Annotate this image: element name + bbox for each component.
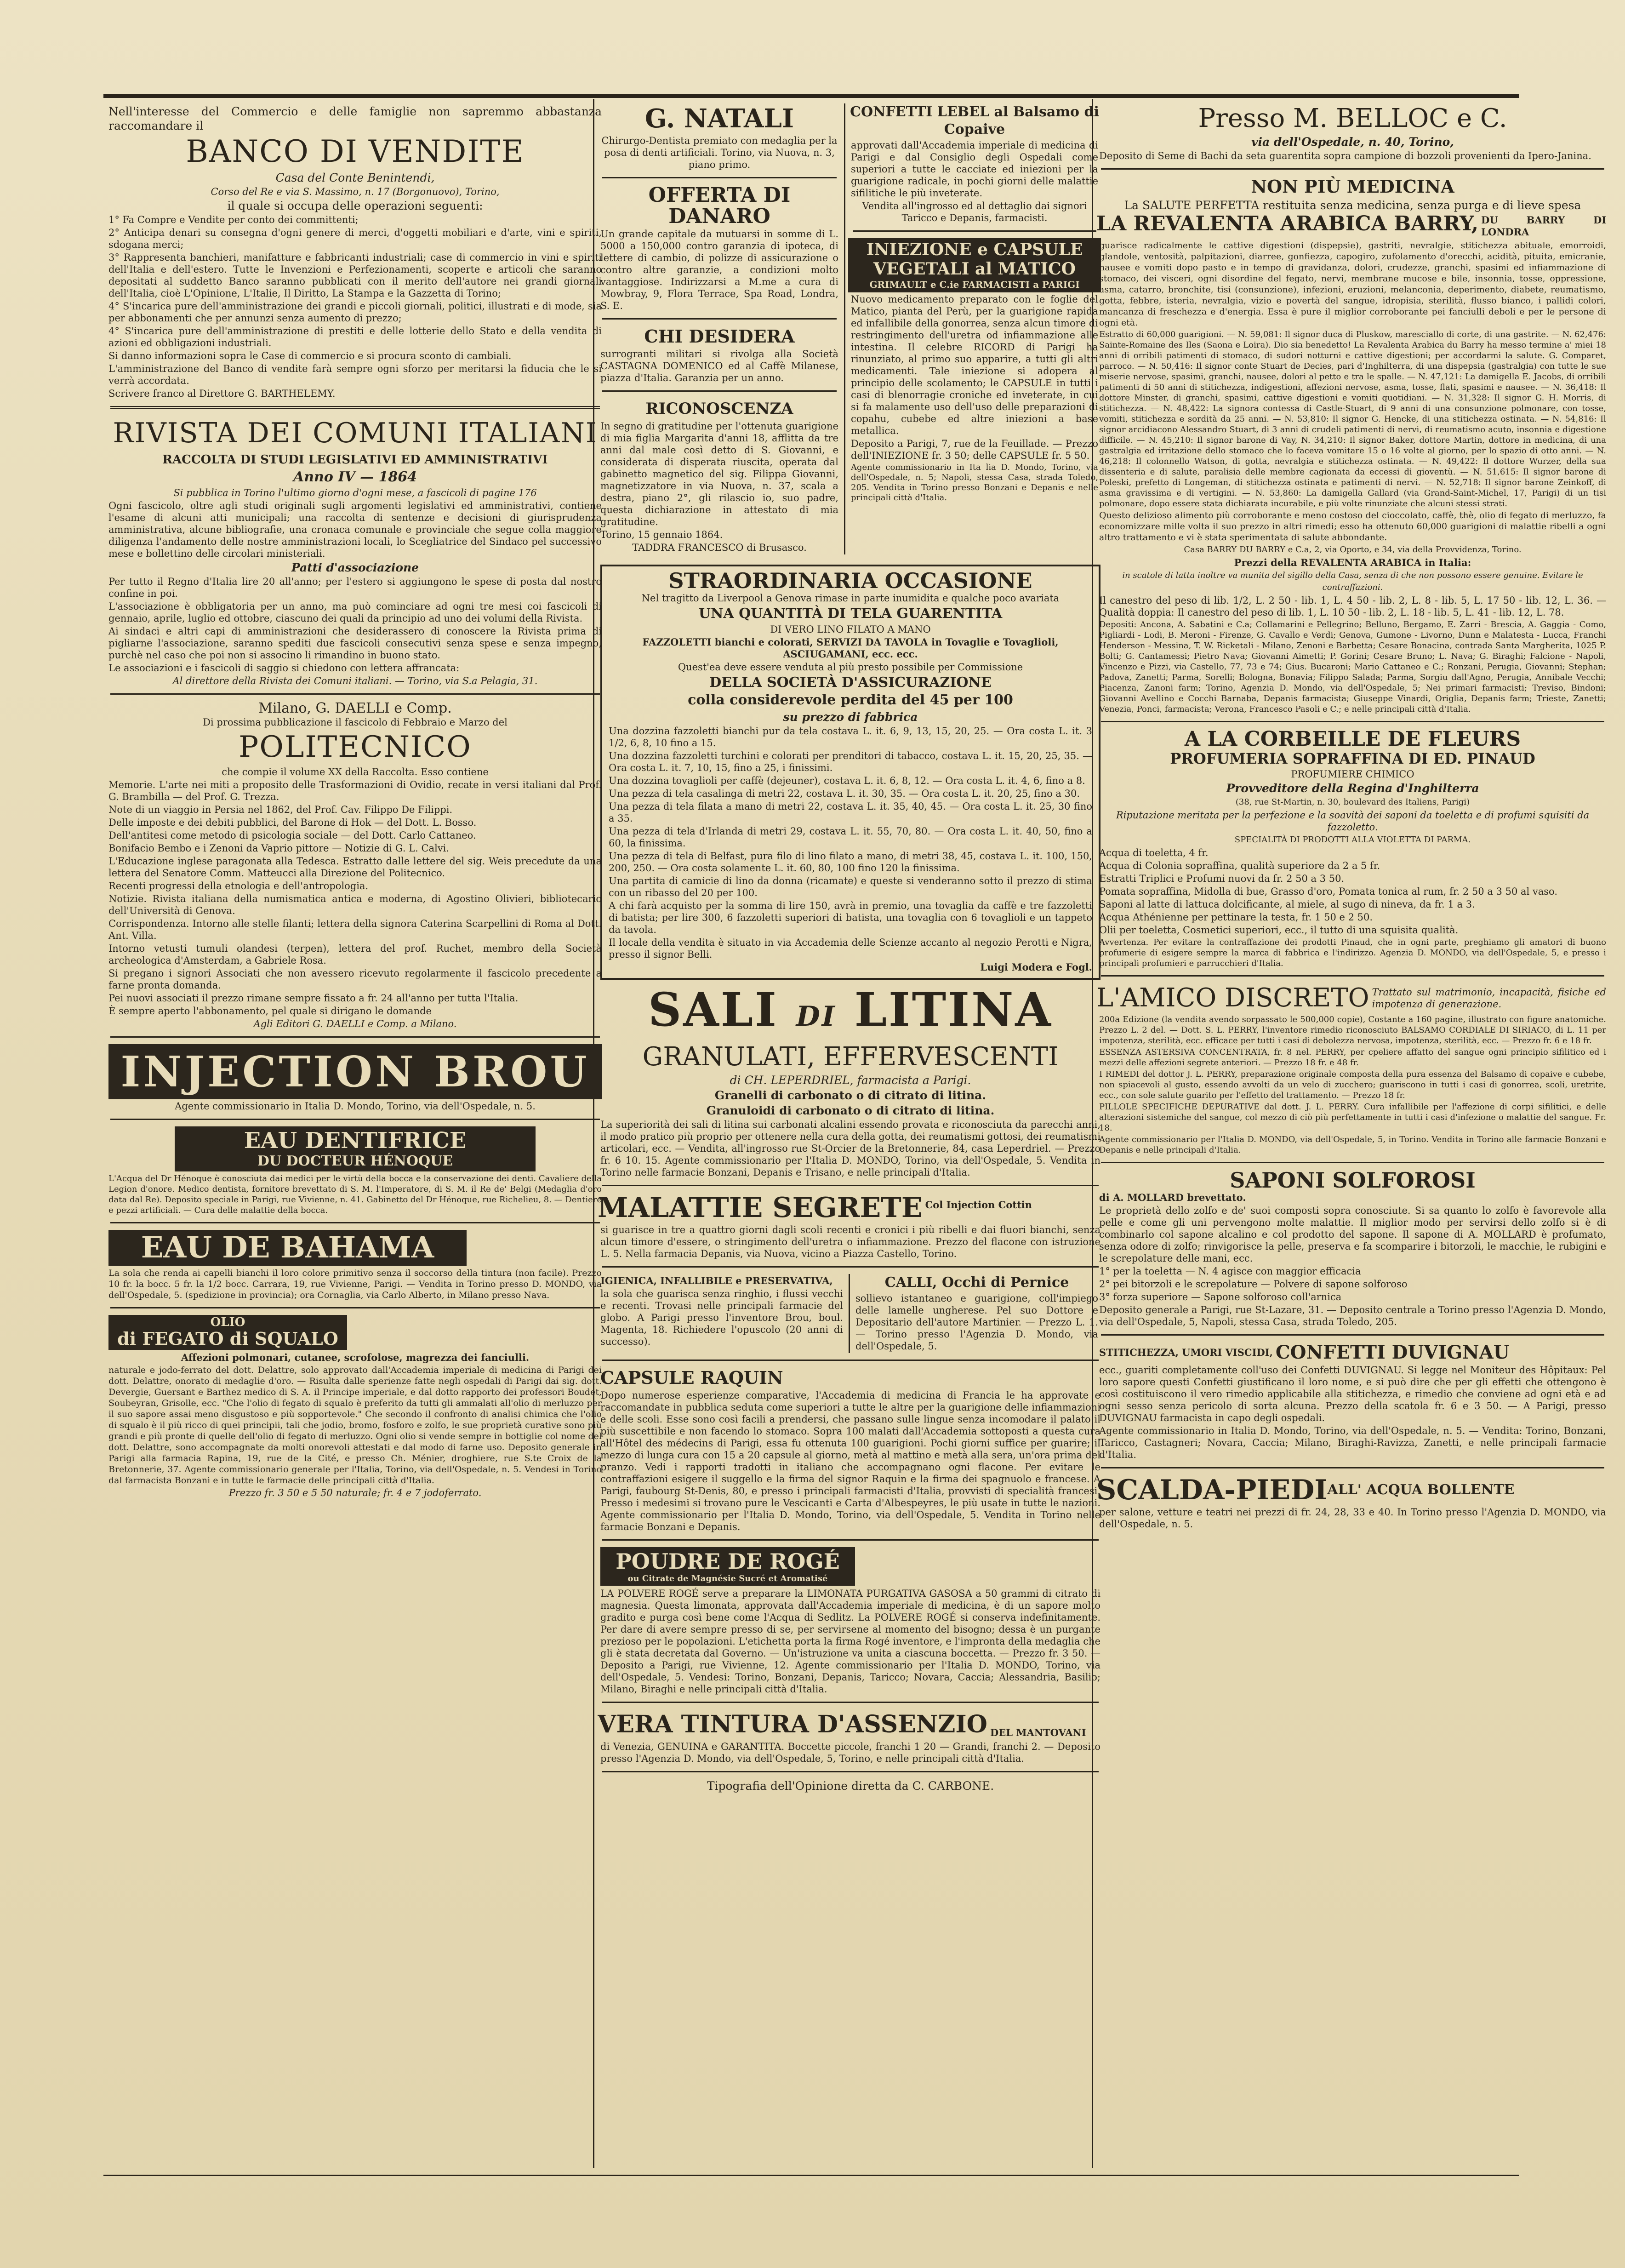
separator — [602, 1771, 1099, 1772]
bahama-body: La sola che renda ai capelli bianchi il loro colore primitivo senza il soccorso della tintura (non facile). Prezzo 10 fr. la bocc. 5 fr. la 1/2 bocc. Carrara, 19, rue Vivienne, Parigi. — Vendita in Torino presso D. MONDO, via dell'Ospedale, 5. (spedizione in provincia); ora Cornaglia, via Carlo Alberto, in Milano presso Nava. — [108, 1268, 602, 1300]
squalo-banner — [108, 1315, 347, 1350]
profumeria-address: (38, rue St-Martin, n. 30, boulevard des Italiens, Parigi) — [1235, 797, 1470, 807]
straordinaria-list-item: Una dozzina fazzoletti turchini e colorati per prenditori di tabacco, costava L. it. 15, 20, 25, 35. — Ora costa L. it. 7, 10, 15, fino a 25, i finissimi. — [609, 750, 1092, 773]
straordinaria-lead2: DI VERO LINO FILATO A MANO — [770, 624, 931, 635]
straordinaria-list-item: A chi farà acquisto per la somma di lire 150, avrà in premio, una tovaglia da caffè e tre fazzoletti di batista; per lire 300, 6 fazzoletti superiori di batista, una tovaglia con 6 tovaglioli e un tappeto da tavola. — [609, 900, 1092, 935]
natali-body: Chirurgo-Dentista premiato con medaglia per la posa di denti artificiali. Torino, via Nuova, n. 3, piano primo. — [601, 135, 838, 170]
confetti-lebel-sale: Vendita all'ingrosso ed al dettaglio dai signori Taricco e Depanis, farmacisti. — [862, 200, 1087, 223]
amico-body: 200a Edizione (la vendita avendo sorpassato le 500,000 copie), Costante a 160 pagine, illustrato con figure anatomiche. Prezzo L. 2 del. — Dott. S. L. PERRY, l'inventore rimedio riconosciuto BALSAMO CORDIALE DI SIRIACO, di L. 11 per impotenza, sterilità, ecc. efficace per tutti i casi di debolezza nervosa, impotenza, sterilità, ecc. — Prezzo fr. 6 e 18 fr. — [1099, 1015, 1606, 1045]
saponi-item: 2° pei bitorzoli e le screpolature — Polvere di sapone solforoso — [1099, 1279, 1408, 1290]
henoque-subtitle: DU DOCTEUR HÉNOQUE — [257, 1153, 453, 1169]
non-piu-sub: La SALUTE PERFETTA restituita senza medicina, senza purga e di lieve spesa — [1124, 199, 1581, 212]
profumeria-item: Pomata sopraffina, Midolla di bue, Grasso d'oro, Pomata tonica al rum, fr. 2 50 a 3 50 al vaso. — [1099, 886, 1557, 897]
belloc-address: via dell'Ospedale, n. 40, Torino, — [1251, 135, 1454, 149]
politecnico-item: L'Educazione inglese paragonata alla Tedesca. Estratto dalle lettere del sig. Weis precedute da una lettera del Senatore Comm. Matteucci alla Direzione del Politecnico. — [108, 856, 602, 879]
iniezione-title: INIEZIONE e CAPSULE — [866, 240, 1083, 259]
saponi-item: 1° per la toeletta — N. 4 agisce con maggior efficacia — [1099, 1266, 1361, 1277]
separator — [602, 1360, 1099, 1361]
duvignau-header — [1096, 1342, 1609, 1363]
straordinaria-list-item: Una pezza di tela casalinga di metri 22, costava L. it. 30, 35. — Ora costa L. it. 20, 25, fino a 30. — [609, 788, 1080, 799]
profumeria-notice: Avvertenza. Per evitare la contraffazione dei prodotti Pinaud, che in ogni parte, preghiamo gli amatori di buono profumerie di esigere sempre la marca di fabbrica e l'indirizzo. Agenzia D. MONDO, via dell'Ospedale, 5, e presso i principali profumieri e parrucchieri d'Italia. — [1099, 937, 1606, 968]
politecnico-item: Intorno vetusti tumuli olandesi (terpen), lettera del prof. Ruchet, membro della Società archeologica d'Amsterdam, a Gabriele Rosa. — [108, 943, 602, 966]
straordinaria-list-item: Il locale della vendita è situato in via Accademia delle Scienze accanto al negozio Perotti e Nigra, presso il signor Belli. — [609, 937, 1092, 960]
calli-body: sollievo istantaneo e guarigione, coll'impiego delle lamelle ungherese. Pel suo Dottore e Depositario dell'autore Martinier. — Prezzo L. 1. — Torino presso l'Agenzia D. Mondo, via dell'Ospedale, 5. — [855, 1293, 1098, 1352]
amico-header — [1096, 983, 1609, 1013]
politecnico-item: Delle imposte e dei debiti pubblici, del Barone di Hok — del Dott. L. Bosso. — [108, 817, 477, 828]
revalenta-depots: Depositi: Ancona, A. Sabatini e C.a; Collamarini e Pellegrino; Belluno, Bergamo, E. Zarri - Brescia, A. Gaggia - Como, Pigliardi - Lodi, B. Meroni - Firenze, G. Cavallo e Verdi; Genova, Gumone - Livorno, Dunn e Malatesta - Lucca, Franchi Henderson - Messina, T. W. Ricketali - Milano, Zenoni e Barbetta; Cesare Bonacina, contrada Santa Margherita, 1025 P. Bolti; G. Cantamessi; Pietro Nava; Giovanni Aimetti; P. Gorini; Cesare Bruno; L. Nava; G. Biraghi; Falcione - Napoli, Vincenzo e Pizzi, via Castello, 77, 73 e 74; Gius. Bucaroni; Mario Cattaneo e C.; Ronzani, Perugia, Giovanni; Stephan; Padova, Zanetti; Parma, Sorelli; Bologna, Bonavia; Filippo Salada; Parma, Sorgiu dall'Agno, Perugia, Annibale Vecchi; Piacenza, Zanoni farm; Torino, Agenzia D. Mondo, via dell'Ospedale, 5; Nei primari farmacisti; Treviso, Bindoni; Giovanni Avellino e Cocchi Barnaba, Depanis farmacista; Giuseppe Vinardi, Origlia, Depanis farm; Trieste, Zanetti; Venezia, Ponci, farmacista; Verona, Francesco Pasoli e C.; e nelle principali città d'Italia. — [1099, 620, 1606, 714]
rivista-body: Ogni fascicolo, oltre agli studi originali sugli argomenti legislativi ed amministrativi, contiene l'esame di alcuni atti municipali; una raccolta di sentenze e decisioni di giurisprudenza amministrativa, alcune bibliografie, una cronaca comunale e provinciale che segue colla maggiore diligenza l'andamento delle nostre amministrazioni locali, lo Scegliatrice del Sindaco pel successivo mese e bollettino delle circolari ministeriali. — [108, 500, 602, 559]
offerta-body: Un grande capitale da mutuarsi in somme di L. 5000 a 150,000 contro garanzia di ipoteca, di lettere di cambio, di polizze di assicurazione o contro altre garanzie, a condizioni molto vantaggiose. Indirizzarsi a M.me a cura di Mowbray, 9, Flora Terrace, Spa Road, Londra, S. E. — [600, 229, 838, 311]
revalenta-dubarry: DU BARRY DI LONDRA — [1481, 214, 1606, 238]
separator — [110, 693, 600, 695]
straordinaria-lead: UNA QUANTITÀ DI TELA GUARENTITA — [698, 606, 1003, 622]
banco-address: Corso del Re e via S. Massimo, n. 17 (Borgonuovo), Torino, — [211, 186, 500, 197]
squalo-lead: Affezioni polmonari, cutanee, scrofolose, magrezza dei fanciulli. — [181, 1352, 530, 1363]
profumeria-item: Estratti Triplici e Profumi nuovi da fr. 2 50 a 3 50. — [1099, 873, 1345, 884]
separator — [1101, 721, 1604, 722]
belloc-body: Deposito di Seme di Bachi da seta guarentita sopra campione di bozzoli provenienti da Ipero-Janina. — [1099, 150, 1591, 161]
separator — [602, 177, 837, 178]
milano-line: Milano, G. DAELLI e Comp. — [258, 700, 452, 716]
scalda-sub: ALL' ACQUA BOLLENTE — [1327, 1482, 1515, 1498]
politecnico-item: Dell'antitesi come metodo di psicologia sociale — del Dott. Carlo Cattaneo. — [108, 830, 476, 841]
amico-essenza: ESSENZA ASTERSIVA CONCENTRATA, fr. 8 nel. PERRY, per cpeliere affatto del sangue ogni principio sifilitico ed i mezzi delle affezioni segrete anteriori. — Prezzo 18 fr. e 48 fr. — [1099, 1047, 1606, 1068]
revalenta-body: guarisce radicalmente le cattive digestioni (dispepsie), gastriti, nevralgie, stitichezza abituale, emorroidi, glandole, ventosità, palpitazioni, diarree, gonfiezza, capogiro, zufolamento d'orecchi, acidità, pituita, emicranie, nausee e vomiti dopo pasto e in tempo di gravidanza, dolori, crudezze, granchi, spasimi ed infiammazione di stomaco, dei visceri, ogni disordine del fegato, nervi, membrane mucose e bile, insonnia, tosse, oppressione, asma, catarro, bronchite, tisi (consunzione), infezioni, eruzioni, melanconia, deperimento, diabete, reumatismo, gotta, febbre, isteria, nevralgia, vizio e povertà del sangue, idropisia, sterilità, flusso bianco, i pallidi colori, mancanza di freschezza e d'energia. Essa è pure il miglior corroborante pei fanciulli deboli e per le persone di ogni età. — [1099, 240, 1606, 328]
separator — [602, 318, 837, 320]
banco-item: 3° Rappresenta banchieri, manifatture e fabbricanti industriali; case di commercio in vini e spiriti dell'Italia e dell'estero. Tutte le Invenzioni e Perfezionamenti, scoperte e articoli che saranno depositati al suddetto Banco saranno pubblicati con il merito dell'autore nei grandi giornali dell'Italia, cioè L'Opinione, L'Italie, Il Diritto, La Stampa e la Gazzetta di Torino; — [108, 252, 602, 299]
injection-brou-title: INJECTION BROU — [120, 1047, 590, 1097]
iniezione-body: Nuovo medicamento preparato con le foglie del Matico, pianta del Perù, per la guarigione rapida ed infallibile della gonorrea, senza alcun timore di restringimento dell'uretra od infiammazione alle intestina. Il celebre RICORD di Parigi ha rinunziato, al primo suo apparire, a tutti gli altri medicamenti. Tale iniezione si adopera al principio delle scolamento; le CAPSULE in tutti i casi di blenorragie croniche ed inveterate, in cui si fa malamente uso dell'uso delle preparazioni di copahu, cubebe ed altre iniezioni a base metallica. — [851, 294, 1098, 436]
riconoscenza-date: Torino, 15 gennaio 1864. — [600, 529, 723, 540]
igienica-title: IGIENICA, INFALLIBILE e PRESERVATIVA, — [600, 1275, 833, 1286]
natali-title: G. NATALI — [644, 103, 794, 134]
revalenta-prices: Il canestro del peso di lib. 1/2, L. 2 50 - lib. 1, L. 4 50 - lib. 2, L. 8 - lib. 5, L. 17 50 - lib. 12, L. 36. — Qualità doppia: Il canestro del peso di lib. 1, L. 10 50 - lib. 2, L. 18 - lib. 5, L. 41 - lib. 12, L. 78. — [1099, 595, 1606, 618]
rivista-subtitle: RACCOLTA DI STUDI LEGISLATIVI ED AMMINISTRATIVI — [162, 453, 548, 467]
saponi-author: di A. MOLLARD brevettato. — [1099, 1192, 1246, 1203]
iniezione-title2: VEGETALI al MATICO — [873, 259, 1076, 279]
straordinaria-list-item: Una dozzina fazzoletti bianchi pur da tela costava L. it. 6, 9, 13, 15, 20, 25. — Ora costa L. it. 3 1/2, 6, 8, 10 fino a 15. — [609, 726, 1092, 748]
belloc-title: Presso M. BELLOC e C. — [1198, 103, 1507, 133]
vera-title: VERA TINTURA D'ASSENZIO — [598, 1710, 987, 1738]
separator — [110, 406, 600, 409]
separator — [110, 1036, 600, 1038]
separator — [1101, 975, 1604, 977]
straordinaria-sold: Quest'ea deve essere venduta al più presto possibile per Commissione — [678, 662, 1023, 673]
duvignau-agent: Agente commissionario in Italia D. Mondo, Torino, via dell'Ospedale, n. 5. — Vendita: Torino, Bonzani, Taricco, Castagneri; Novara, Caccia; Milano, Biraghi-Ravizza, Zanetti, e nelle principali farmacie d'Italia. — [1099, 1425, 1606, 1460]
calli-block — [853, 1274, 1101, 1353]
malattie-title: MALATTIE SEGRETE — [598, 1192, 923, 1224]
banco-lead: il quale si occupa delle operazioni seguenti: — [227, 199, 483, 212]
profumeria-item: Acqua di Colonia sopraffina, qualità superiore da 2 a 5 fr. — [1099, 860, 1380, 871]
chi-desidera-title: CHI DESIDERA — [644, 326, 795, 347]
straordinaria-list-item: Una pezza di tela filata a mano di metri 22, costava L. it. 35, 40, 45. — Ora costa L. it. 25, 30 fino a 35. — [609, 801, 1092, 824]
revalenta-prices-note: in scatole di latta inoltre va munita del sigillo della Casa, senza di che non possono essere genuine. Evitare le contraffazioni. — [1122, 571, 1583, 592]
calli-title: CALLI, Occhi di Pernice — [884, 1274, 1069, 1291]
injection-brou-agent: Agente commissionario in Italia D. Mondo, Torino, via dell'Ospedale, n. 5. — [175, 1101, 536, 1112]
roge-subtitle: ou Citrate de Magnésie Sucré et Aromatisé — [627, 1574, 828, 1583]
profumeria-item: Olii per toeletta, Cosmetici superiori, ecc., il tutto di una squisita qualità. — [1099, 925, 1459, 936]
saponi-body: Le proprietà dello zolfo e de' suoi composti sopra conosciute. Si sa quanto lo zolfo è favorevole alla pelle e come gli uni pervengono molte malattie. Il miglior modo per servirsi dello zolfo si è di combinarlo col sapone alcalino e col prodotto del sapone. Il sapone di A. MOLLARD è profumato, senza odore di zolfo; rinvigorisce la pelle, preserva e fa scomparire i bitorzoli, le macchie, le rubigini e le screpolature delle mani, ecc. — [1099, 1205, 1606, 1264]
squalo-body: naturale e jodo-ferrato del dott. Delattre, solo approvato dall'Accademia imperiale di medicina di Parigi dei dott. Delattre, onorato di medaglie d'oro. — Risulta dalle sperienze fatte negli ospedali di Parigi dai sig. dott. Devergie, Guersant e Barthez medico di S. A. il Principe imperiale, e dal dotto rapporto dei professori Boudet, Soubeyran, Grisolle, ecc. "Che l'olio di fegato di squalo è preferito da tutti gli ammalati all'olio di merluzzo per il suo sapore assai meno disgustoso e più sopportevole." Che secondo il confronto di analisi chimica che l'olio di squalo è il più ricco di quei principii, tali che jodio, bromo, fosforo e zolfo, le sue proprietà curative sono più grandi e più pronte di quelle dell'olio di fegato di merluzzo. Ogni olio si vende sempre in bottiglie col nome del dott. Delattre, sono accompagnate da molti onorevoli attestati e dal modo di farne uso. Deposito generale in Parigi alla farmacia Rapina, 19, rue de la Cité, e presso Ch. Ménier, droghiere, rue S.te Croix de la Bretonnerie, 37. Agente commissionario generale per l'Italia, Torino, via dell'Ospedale, n. 5. Vendesi in Torino dal farmacista Bonzani e in tutte le farmacie delle principali città d'Italia. — [108, 1365, 602, 1485]
profumeria-title: PROFUMERIA SOPRAFFINA DI ED. PINAUD — [1170, 750, 1535, 767]
corbeille-title: A LA CORBEILLE DE FLEURS — [1184, 727, 1521, 751]
injection-brou-banner — [108, 1044, 602, 1099]
separator — [110, 1222, 600, 1223]
banco-item: 4° S'incarica pure dell'amministrazione di prestiti e delle lotterie dello Stato e della vendita di azioni ed obbligazioni industriali. — [108, 326, 602, 348]
straordinaria-title: STRAORDINARIA OCCASIONE — [668, 568, 1032, 593]
milano-sub: Di prossima pubblicazione il fascicolo di Febbraio e Marzo del — [203, 717, 507, 728]
sali-body: La superiorità dei sali di litina sui carbonati alcalini essendo provata e riconosciuta da parecchi anni, il modo pratico più proprio per ottenere nella cura della gotta, dei reumatismi gottosi, dei reumatismi articolari, ecc. — Vendita, all'ingrosso rue St-Orcier de la Bretonnerie, 84, casa Leperdriel. — Prezzo fr. 6 10. 15. Agente commissionario per l'Italia D. MONDO, Torino, via dell'Ospedale, 5. Vendita in Torino nelle farmacie Bonzani, Depanis e Trisano, e nelle principali d'Italia. — [600, 1119, 1100, 1178]
profumeria-reputation: Riputazione meritata per la perfezione e la soavità dei saponi da toeletta e di profumi squisiti da fazzoletto. — [1116, 810, 1590, 833]
banco-item: L'amministrazione del Banco di vendite farà sempre ogni sforzo per meritarsi la fiducia che le si verrà accordata. — [108, 363, 602, 386]
col2-top-row — [598, 103, 1103, 554]
squalo-price: Prezzo fr. 3 50 e 5 50 naturale; fr. 4 e 7 jodoferrato. — [228, 1487, 482, 1498]
iniezione-maker: GRIMAULT e C.ie FARMACISTI a PARIGI — [869, 279, 1080, 290]
separator — [1101, 1334, 1604, 1336]
vera-mantovani: DEL MANTOVANI — [990, 1727, 1086, 1738]
malattie-injection: Col Injection Cottin — [925, 1199, 1032, 1211]
bahama-banner — [108, 1230, 467, 1266]
profumeria-provider: Provveditore della Regina d'Inghilterra — [1226, 782, 1479, 795]
straordinaria-list-item: Una pezza di tela di Belfast, pura filo di lino filato a mano, di metri 38, 45, costava L. it. 100, 150, 200, 250. — Ora costa solamente L. it. 60, 80, 100 fino 120 la finissima. — [609, 851, 1092, 874]
riconoscenza-title: RICONOSCENZA — [645, 400, 793, 418]
henoque-title: EAU DENTIFRICE — [244, 1128, 467, 1154]
raquin-body: Dopo numerose esperienze comparative, l'Accademia di medicina di Francia le ha approvate e raccomandate in pubblica seduta come superiori a tutte le altre per la guarigione delle infiammazioni e delle scoli. Esse sono così facili a prendersi, che passano sulle lingue senza incomodare il palato il più suscettibile e non facendo lo stomaco. Sopra 100 malati dall'Accademia sottoposti a questa cura all'Hôtel des médecins di Parigi, essa fu ottenuta 100 guarigioni. Pochi giorni suffice per guarire; il mezzo di lunga cura con 15 a 20 capsule al giorno, metà al mattino e metà alla sera, un'ora prima del pranzo. Vedi i rapporti tradotti in italiano che accompagnano ogni flacone. Per evitare le contraffazioni esigere il suggello e la firma del signor Raquin e la firma dei spagnuolo e francese. A Parigi, faubourg St-Denis, 80, e presso i principali farmacisti d'Italia, provvisti di specialità francesi. Presso i medesimi si trovano pure le Vescicanti e Carta d'Albespeyres, le più usate in tutte le nazioni. Agente commissionario per l'Italia D. Mondo, Torino, via dell'Ospedale, 5. Vendita in Torino nelle farmacie Bonzani e Depanis. — [600, 1390, 1100, 1532]
amico-title: L'AMICO DISCRETO — [1096, 983, 1369, 1013]
henoque-banner — [175, 1126, 536, 1171]
iniezione-banner — [848, 238, 1101, 292]
revalenta-title: LA REVALENTA ARABICA BARRY, — [1096, 212, 1479, 235]
sali-granelli: Granelli di carbonato o di citrato di litina. — [714, 1089, 986, 1102]
confetti-lebel-title: CONFETTI LEBEL al Balsamo di Copaive — [850, 104, 1099, 137]
politecnico-item: Pei nuovi associati il prezzo rimane sempre fissato a fr. 24 all'anno per tutta l'Italia. — [108, 993, 519, 1004]
separator — [853, 230, 1096, 232]
separator — [602, 1702, 1099, 1703]
riconoscenza-signature: TADDRA FRANCESCO di Brusasco. — [632, 542, 807, 553]
sali-sub: GRANULATI, EFFERVESCENTI — [642, 1042, 1059, 1072]
raquin-title: CAPSULE RAQUIN — [600, 1367, 783, 1388]
sali-title-di: DI — [796, 1000, 837, 1033]
straordinaria-items: FAZZOLETTI bianchi e colorati, SERVIZI DA TAVOLA in Tovaglie e Tovaglioli, ASCIUGAMANI, ecc. ecc. — [642, 636, 1059, 660]
saponi-deposit: Deposito generale a Parigi, rue St-Lazare, 31. — Deposito centrale a Torino presso l'Agenzia D. Mondo, via dell'Ospedale, 5, Napoli, stessa Casa, strada Toledo, 205. — [1099, 1304, 1606, 1327]
igienica-calli-row — [598, 1274, 1103, 1353]
banco-title: BANCO DI VENDITE — [186, 134, 525, 169]
politecnico-item: Si pregano i signori Associati che non avessero ricevuto regolarmente il fascicolo precedente a farne pronta domanda. — [108, 968, 602, 991]
banco-item: 1° Fa Compre e Vendite per conto dei committenti; — [108, 214, 359, 225]
revalenta-note: Questo delizioso alimento più corroborante e meno costoso del cioccolato, caffè, thè, olio di fegato di merluzzo, fa economizzare mille volta il suo prezzo in altri rimedi; esso ha ottenuto 60,000 guarigioni di malattie ribelli a ogni altro trattamento e vi è stata sperimentata di salute abbondante. — [1099, 510, 1606, 543]
separator — [110, 1119, 600, 1120]
profumeria-sub: PROFUMIERE CHIMICO — [1291, 769, 1414, 780]
politecnico-item: Agli Editori G. DAELLI e Comp. a Milano. — [253, 1018, 457, 1029]
column-2 — [598, 103, 1103, 2172]
saponi-item: 3° forza superiore — Sapone solforoso coll'arnica — [1099, 1291, 1342, 1303]
politecnico-sub: che compie il volume XX della Raccolta. Esso contiene — [222, 766, 489, 777]
sali-title-post: LITINA — [854, 983, 1053, 1037]
footer-imprint: Tipografia dell'Opinione diretta da C. CARBONE. — [707, 1779, 994, 1793]
rivista-term: Ai sindaci e altri capi di amministrazioni che desiderassero di conoscere la Rivista prima di pigliarne l'associazione, saranno spediti due fascicoli consecutivi senza spese e senza impegno, purchè nel caso che poi non si associno li rimandino in buono stato. — [108, 626, 602, 661]
separator — [602, 1539, 1099, 1541]
malattie-body: si guarisce in tre a quattro giorni dagli scoli recenti e cronici i più ribelli e dai fluori bianchi, senza alcun timore d'essere, o stringimento dell'uretra o infiammazione. Prezzo del flacone con istruzione L. 5. Nella farmacia Depanis, via Nuova, vicino a Piazza Castello, Torino. — [600, 1224, 1100, 1259]
banco-item: Scrivere franco al Direttore G. BARTHELEMY. — [108, 388, 336, 399]
roge-banner — [600, 1547, 855, 1586]
sali-title — [598, 984, 1103, 1042]
vera-body: di Venezia, GENUINA e GARANTITA. Boccette piccole, franchi 1 20 — Grandi, franchi 2. — Deposito presso l'Agenzia D. Mondo, via dell'Ospedale, 5, Torino, e nelle principali città d'Italia. — [600, 1741, 1100, 1764]
politecnico-item: Bonifacio Bembo e i Zenoni da Vaprio pittore — Notizie di G. L. Calvi. — [108, 843, 450, 854]
banco-item: 4° S'incarica pure dell'amministrazione dei grandi e piccoli giornali, politici, illustrati e di mode, sia per abbonamenti che per annunzi senza aumento di prezzo; — [108, 301, 602, 324]
revalenta-header — [1096, 213, 1609, 239]
straordinaria-society: DELLA SOCIETÀ D'ASSICURAZIONE — [709, 674, 992, 691]
inner-rule — [844, 103, 845, 554]
roge-title: POUDRE DE ROGÉ — [616, 1549, 840, 1574]
non-piu-title: NON PIÙ MEDICINA — [1251, 176, 1454, 197]
igienica-block — [598, 1274, 846, 1353]
profumeria-speciality: SPECIALITÀ DI PRODOTTI ALLA VIOLETTA DI PARMA. — [1234, 835, 1471, 845]
rivista-term: Al direttore della Rivista dei Comuni italiani. — Torino, via S.a Pelagia, 31. — [172, 675, 538, 686]
rivista-patti: Patti d'associazione — [291, 561, 419, 574]
straordinaria-list-item: Una pezza di tela d'Irlanda di metri 29, costava L. it. 55, 70, 80. — Ora costa L. it. 40, 50, fino a 60, la finissima. — [609, 826, 1092, 849]
banco-item: 2° Anticipa denari su consegna d'ogni genere di merci, d'oggetti mobiliari e d'arte, vini e spiriti, sdogana merci; — [108, 227, 602, 250]
separator — [602, 390, 837, 392]
profumeria-item: Saponi al latte di lattuca dolcificante, al miele, al sugo di nineva, da fr. 1 a 3. — [1099, 899, 1475, 910]
iniezione-deposit: Deposito a Parigi, 7, rue de la Feuillade. — Prezzo dell'INIEZIONE fr. 3 50; delle CAPSULE fr. 5 50. — [851, 438, 1098, 461]
top-rule — [103, 94, 1519, 98]
politecnico-item: Note di un viaggio in Persia nel 1862, del Prof. Cav. Filippo De Filippi. — [108, 804, 453, 815]
politecnico-item: Corrispondenza. Intorno alle stelle filanti; lettera della signora Caterina Scarpellini di Roma al Dott. Ant. Villa. — [108, 918, 602, 941]
amico-sub: Trattato sul matrimonio, incapacità, fisiche ed impotenza di generazione. — [1372, 987, 1606, 1010]
scalda-header — [1096, 1475, 1609, 1505]
rivista-term: Per tutto il Regno d'Italia lire 20 all'anno; per l'estero si aggiungono le spese di posta dal nostro confine in poi. — [108, 576, 602, 599]
duvignau-title: CONFETTI DUVIGNAU — [1275, 1342, 1510, 1363]
politecnico-item: Recenti progressi della etnologia e dell'antropologia. — [108, 880, 369, 891]
malattie-row — [598, 1193, 1103, 1223]
straordinaria-list-item: Una partita di camicie di lino da donna (ricamate) e queste si venderanno sotto il prezzo di stima con un ribasso del 20 per 100. — [609, 875, 1092, 898]
bahama-title: EAU DE BAHAMA — [141, 1230, 434, 1265]
profumeria-item: Acqua Athénienne per pettinare la testa, fr. 1 50 e 2 50. — [1099, 912, 1373, 923]
revalenta-address: Casa BARRY DU BARRY e C.a, 2, via Oporto, e 34, via della Provvidenza, Torino. — [1184, 545, 1522, 554]
squalo-title-top: OLIO — [210, 1315, 245, 1329]
revalenta-prices-title: Prezzi della REVALENTA ARABICA in Italia: — [1234, 557, 1471, 568]
sali-author: di CH. LEPERDRIEL, farmacista a Parigi. — [730, 1074, 971, 1087]
politecnico-item: È sempre aperto l'abbonamento, pel quale si dirigano le domande — [108, 1005, 432, 1017]
banco-intro: Nell'interesse del Commercio e delle famiglie non sapremmo abbastanza raccomandare il — [108, 105, 602, 132]
banco-sub: Casa del Conte Benintendi, — [275, 171, 435, 184]
amico-rimedi: I RIMEDI del dottor J. L. PERRY, preparazione originale composta della pura essenza del Balsamo di copaive e cubebe, non spiacevoli al gusto, essendo avvolti da un velo di zucchero; guariscono in tutti i casi di gonorrea, scoli, uretrite, ecc., con sole salute guarito per l'effetto del trattamento. — Prezzo 18 fr. — [1099, 1069, 1606, 1100]
rivista-term: L'associazione è obbligatoria per un anno, ma può cominciare ad ogni tre mesi coi fascicoli di gennaio, aprile, luglio ed ottobre, ciascuno dei quali da principio ad uno dei volumi della Rivista. — [108, 601, 602, 624]
column-1 — [106, 103, 604, 2172]
rivista-year: Anno IV — 1864 — [293, 469, 417, 485]
col2-top-left — [598, 103, 841, 554]
separator — [1101, 168, 1604, 170]
straordinaria-list-item: Una dozzina tovaglioli per caffè (dejeuner), costava L. it. 6, 8, 12. — Ora costa L. it. 4, 6, fino a 8. — [609, 775, 1085, 786]
sali-granuloidi: Granuloidi di carbonato o di citrato di litina. — [706, 1104, 995, 1117]
politecnico-item: Memorie. L'arte nei miti a proposito delle Trasformazioni di Ovidio, recate in versi italiani dal Prof. G. Brambilla — del Prof. G. Trezza. — [108, 779, 602, 802]
duvignau-pre: STITICHEZZA, UMORI VISCIDI, — [1099, 1347, 1273, 1358]
duvignau-body: ecc., guariti completamente coll'uso dei Confetti DUVIGNAU. Si legge nel Moniteur des Hôpitaux: Pel loro sapore questi Confetti giustificano il loro nome, e si può dire che per gli effetti che ottengono è così costituiscono il vero rimedio applicabile alla stitichezza, e rimedio che conviene ad ogni età e ad ogni sesso senza pericolo di sorta alcuna. Prezzo della scatola fr. 6 e 3 50. — A Parigi, presso DUVIGNAU farmacista in capo degli ospedali. — [1099, 1365, 1606, 1423]
henoque-body: L'Acqua del Dr Hénoque è conosciuta dai medici per le virtù della bocca e la conservazione dei denti. Cavaliere della Legion d'onore. Medico dentista, fornitore brevettato di S. M. l'Imperatore, di S. M. il Re de' Belgi (Medaglia d'oro data dal Re). Deposito speciale in Parigi, rue Vivienne, n. 41. Gabinetto del Dr Hénoque, rue Richelieu, 8. — Dentiere e pezzi artificiali. — Cura delle malattie della bocca. — [108, 1174, 602, 1215]
straordinaria-box — [600, 565, 1100, 980]
igienica-body: la sola che guarisca senza ringhio, i flussi vecchi e recenti. Trovasi nelle principali farmacie del globo. A Parigi presso l'inventore Brou, boul. Magenta, 18. Richiedere l'opuscolo (20 anni di successo). — [600, 1288, 843, 1347]
bottom-rule — [103, 2175, 1519, 2176]
saponi-title: SAPONI SOLFOROSI — [1230, 1168, 1476, 1193]
vera-row — [598, 1709, 1103, 1740]
banco-item: Si danno informazioni sopra le Case di commercio e si procura sconto di cambiali. — [108, 350, 512, 361]
amico-pillole: PILLOLE SPECIFICHE DEPURATIVE dal dott. J. L. PERRY. Cura infallibile per l'affezione di corpi sifilitici, e delle alterazioni sistemiche del sangue, col mezzo di ciò più perfettamente in tutti i casi d'infezione o malattie del sangue. Fr. 18. — [1099, 1102, 1606, 1133]
scalda-title: SCALDA-PIEDI — [1096, 1474, 1328, 1506]
chi-desidera-body: surrogranti militari si rivolga alla Società CASTAGNA DOMENICO ed al Caffè Milanese, piazza d'Italia. Garanzia per un anno. — [600, 348, 838, 383]
rivista-intro: Si pubblica in Torino l'ultimo giorno d'ogni mese, a fascicoli di pagine 176 — [173, 487, 537, 498]
politecnico-item: Notizie. Rivista italiana della numismatica antica e moderna, di Agostino Olivieri, bibliotecario dell'Università di Genova. — [108, 893, 602, 916]
inner-rule — [849, 1274, 850, 1353]
separator — [602, 1185, 1099, 1186]
separator — [1101, 1467, 1604, 1468]
sali-title-pre: SALI — [648, 983, 778, 1037]
separator — [602, 1266, 1099, 1268]
straordinaria-sub: Nel tragitto da Liverpool a Genova rimase in parte inumidita e qualche poco avariata — [641, 593, 1060, 604]
col2-top-right — [848, 103, 1101, 554]
straordinaria-loss: colla considerevole perdita del 45 per 100 — [688, 692, 1013, 708]
iniezione-agent: Agente commissionario in Ita lia D. Mondo, Torino, via dell'Ospedale, n. 5; Napoli, stessa Casa, strada Toledo, 205. Vendita in Torino presso Bonzani e Depanis e nelle principali città d'Italia. — [851, 463, 1098, 503]
profumeria-item: Acqua di toeletta, 4 fr. — [1099, 847, 1209, 858]
politecnico-title: POLITECNICO — [239, 730, 472, 764]
offerta-title: OFFERTA DI DANARO — [648, 183, 791, 228]
separator — [1101, 1162, 1604, 1163]
riconoscenza-body: In segno di gratitudine per l'ottenuta guarigione di mia figlia Margarita d'anni 18, afflitta da tre anni dal male così detto di S. Giovanni, e considerata di disperata riuscita, operata dal gabinetto magnetico del sig. Filippa Giovanni, magnetizzatore in via Nuova, n. 37, scala a destra, piano 2°, gli rilascio io, suo padre, questa dichiarazione in attestato di mia gratitudine. — [600, 421, 838, 527]
straordinaria-price: su prezzo di fabbrica — [783, 710, 918, 724]
separator — [110, 1307, 600, 1308]
column-3 — [1096, 103, 1609, 2172]
revalenta-certificates: Estratto di 60,000 guarigioni. — N. 59,081: Il signor duca di Pluskow, maresciallo di corte, di una gastrite. — N. 62,476: Sainte-Romaine des Iles (Saona e Loira). Dio sia benedetto! La Revalenta Arabica du Barry ha messo termine a' miei 18 anni di orribili patimenti di stomaco, di sudori notturni e cattive digestioni; per accordarmi la salute. G. Comparet, parroco. — N. 50,416: Il signor conte Stuart de Decies, pari d'Inghilterra, di una dispepsia (gastralgia) con tutte le sue miserie nervose, spasimi, granchi, nausee, dolori al petto e tra le spalle. — N. 47,121: La damigella E. Jacobs, di orribili patimenti di 50 anni di stitichezza, indigestioni, affezioni nervose, asma, tosse, flati, spasimi e nausee. — N. 36,418: Il dottore Minster, di granchi, spasimi, cattive digestioni e vomiti quotidiani. — N. 31,328: Il signor G. H. Morris, di stitichezza. — N. 48,422: La signora contessa di Castle-Stuart, di 9 anni di una consunzione polmonare, con tosse, vomiti, stitichezza e sordità da 25 anni. — N. 53,810: Il signor G. Hencke, di una stitichezza ostinata. — N. 54,816: Il signor arcidiacono Alessandro Stuart, di 3 anni di crudeli patimenti di nervi, di reumatismo acuto, insonnia e digestione difficile. — N. 45,210: Il signor barone di Vay, N. 34,210: Il signor Baker, dottore Martin, dottore in medicina, di una gastralgia ed irritazione dello stomaco che lo faceva vomitare 15 o 16 volte al giorno, per lo spazio di otto anni. — N. 46,218: Il colonnello Watson, di gotta, nevralgia e stitichezza ostinata. — N. 49,422: Il dottore Wurzer, della sua dissenteria e di salute, paralisia delle membre cagionata da eccessi di gioventù. — N. 51,615: Il signor barone di Poleski, prefetto di Longeman, di stitichezza ostinata e patimenti di nervi. — N. 52,718: Il signor barone Zeinkoff, di asma gravissima e di vertigini. — N. 53,860: La damigella Gallard (via Grand-Saint-Michel, 17, Parigi) di un tisi polmonare, dopo essere stata dichiarata incurabile, e più volte rinunziate che alcuni stessi strati. — [1099, 330, 1606, 508]
amico-agent: Agente commissionario per l'Italia D. MONDO, via dell'Ospedale, 5, in Torino. Vendita in Torino alle farmacie Bonzani e Depanis e nelle principali d'Italia. — [1099, 1135, 1606, 1155]
roge-body: LA POLVERE ROGÉ serve a preparare la LIMONATA PURGATIVA GASOSA a 50 grammi di citrato di magnesia. Questa limonata, approvata dall'Accademia imperiale di medicina, è di un sapore molto gradito e purga così bene come l'Acqua di Sedlitz. La POLVERE ROGÉ si conserva indefinitamente. Per dare di avere sempre presso di se, per servirsene al momento del bisogno; dessa è un purgante prezioso per le popolazioni. L'etichetta porta la firma Rogé inventore, e l'impronta della medaglia che gli è stata decretata dal Governo. — Un'istruzione va unita a ciascuna boccetta. — Prezzo fr. 3 50. — Deposito a Parigi, rue Vivienne, 12. Agente commissionario per l'Italia D. MONDO, Torino, via dell'Ospedale, 5. Vendesi: Torino, Bonzani, Depanis, Taricco; Novara, Caccia; Alessandria, Basilio; Milano, Biraghi e nelle principali città d'Italia. — [600, 1588, 1100, 1695]
confetti-lebel-body: approvati dall'Accademia imperiale di medicina di Parigi e dal Consiglio degli Ospedali come superiori a tutte le cacciate ed iniezioni per la guarigione radicale, in pochi giorni delle malattie sifilitiche le più inveterate. — [851, 140, 1098, 199]
scalda-body: per salone, vetture e teatri nei prezzi di fr. 24, 28, 33 e 40. In Torino presso l'Agenzia D. MONDO, via dell'Ospedale, n. 5. — [1099, 1507, 1606, 1530]
straordinaria-signature: Luigi Modera e Fogl. — [980, 961, 1092, 973]
rivista-term: Le associazioni e i fascicoli di saggio si chiedono con lettera affrancata: — [108, 663, 460, 674]
rivista-title: RIVISTA DEI COMUNI ITALIANI — [113, 417, 598, 449]
squalo-title: di FEGATO di SQUALO — [117, 1328, 338, 1349]
